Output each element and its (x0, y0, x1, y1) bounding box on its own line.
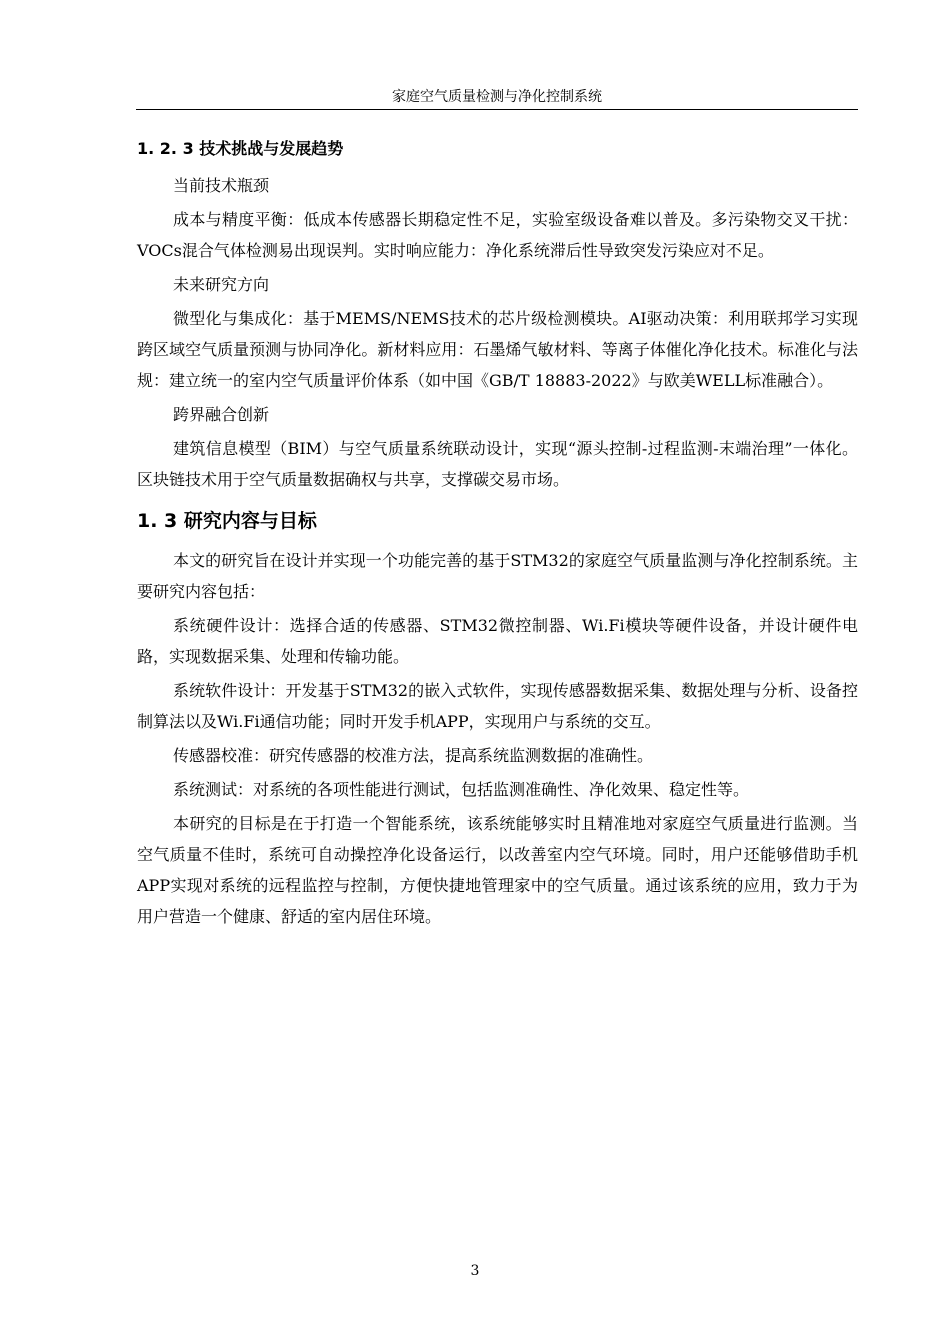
paragraph-software-design: 系统软件设计：开发基于STM32的嵌入式软件，实现传感器数据采集、数据处理与分析、设备控制算法以及Wi.Fi通信功能；同时开发手机APP，实现用户与系统的交互。 (137, 681, 858, 731)
paragraph-bottlenecks: 成本与精度平衡：低成本传感器长期稳定性不足，实验室级设备难以普及。多污染物交叉干扰：VOCs混合气体检测易出现误判。实时响应能力：净化系统滞后性导致突发污染应对不足。 (137, 210, 858, 260)
header-rule (136, 109, 858, 110)
paragraph-future-directions: 微型化与集成化：基于MEMS/NEMS技术的芯片级检测模块。AI驱动决策：利用联邦学习实现跨区域空气质量预测与协同净化。新材料应用：石墨烯气敏材料、等离子体催化净化技术。标准化与法规：建立统一的室内空气质量评价体系（如中国《GB/T 18883-2022》与欧美WELL标准融合）。 (137, 309, 858, 390)
section-heading-1-3: 1. 3 研究内容与目标 (137, 510, 317, 532)
running-header: 家庭空气质量检测与净化控制系统 (392, 89, 602, 105)
paragraph-sensor-calibration: 传感器校准：研究传感器的校准方法，提高系统监测数据的准确性。 (173, 746, 654, 765)
page-number: 3 (470, 1263, 480, 1279)
paragraph-research-goal: 本研究的目标是在于打造一个智能系统，该系统能够实时且精准地对家庭空气质量进行监测。当空气质量不佳时，系统可自动操控净化设备运行，以改善室内空气环境。同时，用户还能够借助手机APP实现对系统的远程监控与控制，方便快捷地管理家中的空气质量。通过该系统的应用，致力于为用户营造一个健康、舒适的室内居住环境。 (137, 814, 858, 926)
subheading-current-bottlenecks: 当前技术瓶颈 (173, 176, 270, 195)
paragraph-research-intro: 本文的研究旨在设计并实现一个功能完善的基于STM32的家庭空气质量监测与净化控制系统。主要研究内容包括： (137, 551, 858, 601)
paragraph-hardware-design: 系统硬件设计：选择合适的传感器、STM32微控制器、Wi.Fi模块等硬件设备，并设计硬件电路，实现数据采集、处理和传输功能。 (137, 616, 858, 666)
subheading-future-directions: 未来研究方向 (173, 275, 270, 294)
paragraph-cross-domain-innovation: 建筑信息模型（BIM）与空气质量系统联动设计，实现“源头控制-过程监测-末端治理”一体化。区块链技术用于空气质量数据确权与共享，支撑碳交易市场。 (137, 439, 858, 489)
subsection-heading-1-2-3: 1. 2. 3 技术挑战与发展趋势 (137, 139, 344, 158)
paragraph-system-testing: 系统测试：对系统的各项性能进行测试，包括监测准确性、净化效果、稳定性等。 (173, 780, 750, 799)
subheading-cross-domain-innovation: 跨界融合创新 (173, 405, 270, 424)
body-text (137, 134, 858, 935)
